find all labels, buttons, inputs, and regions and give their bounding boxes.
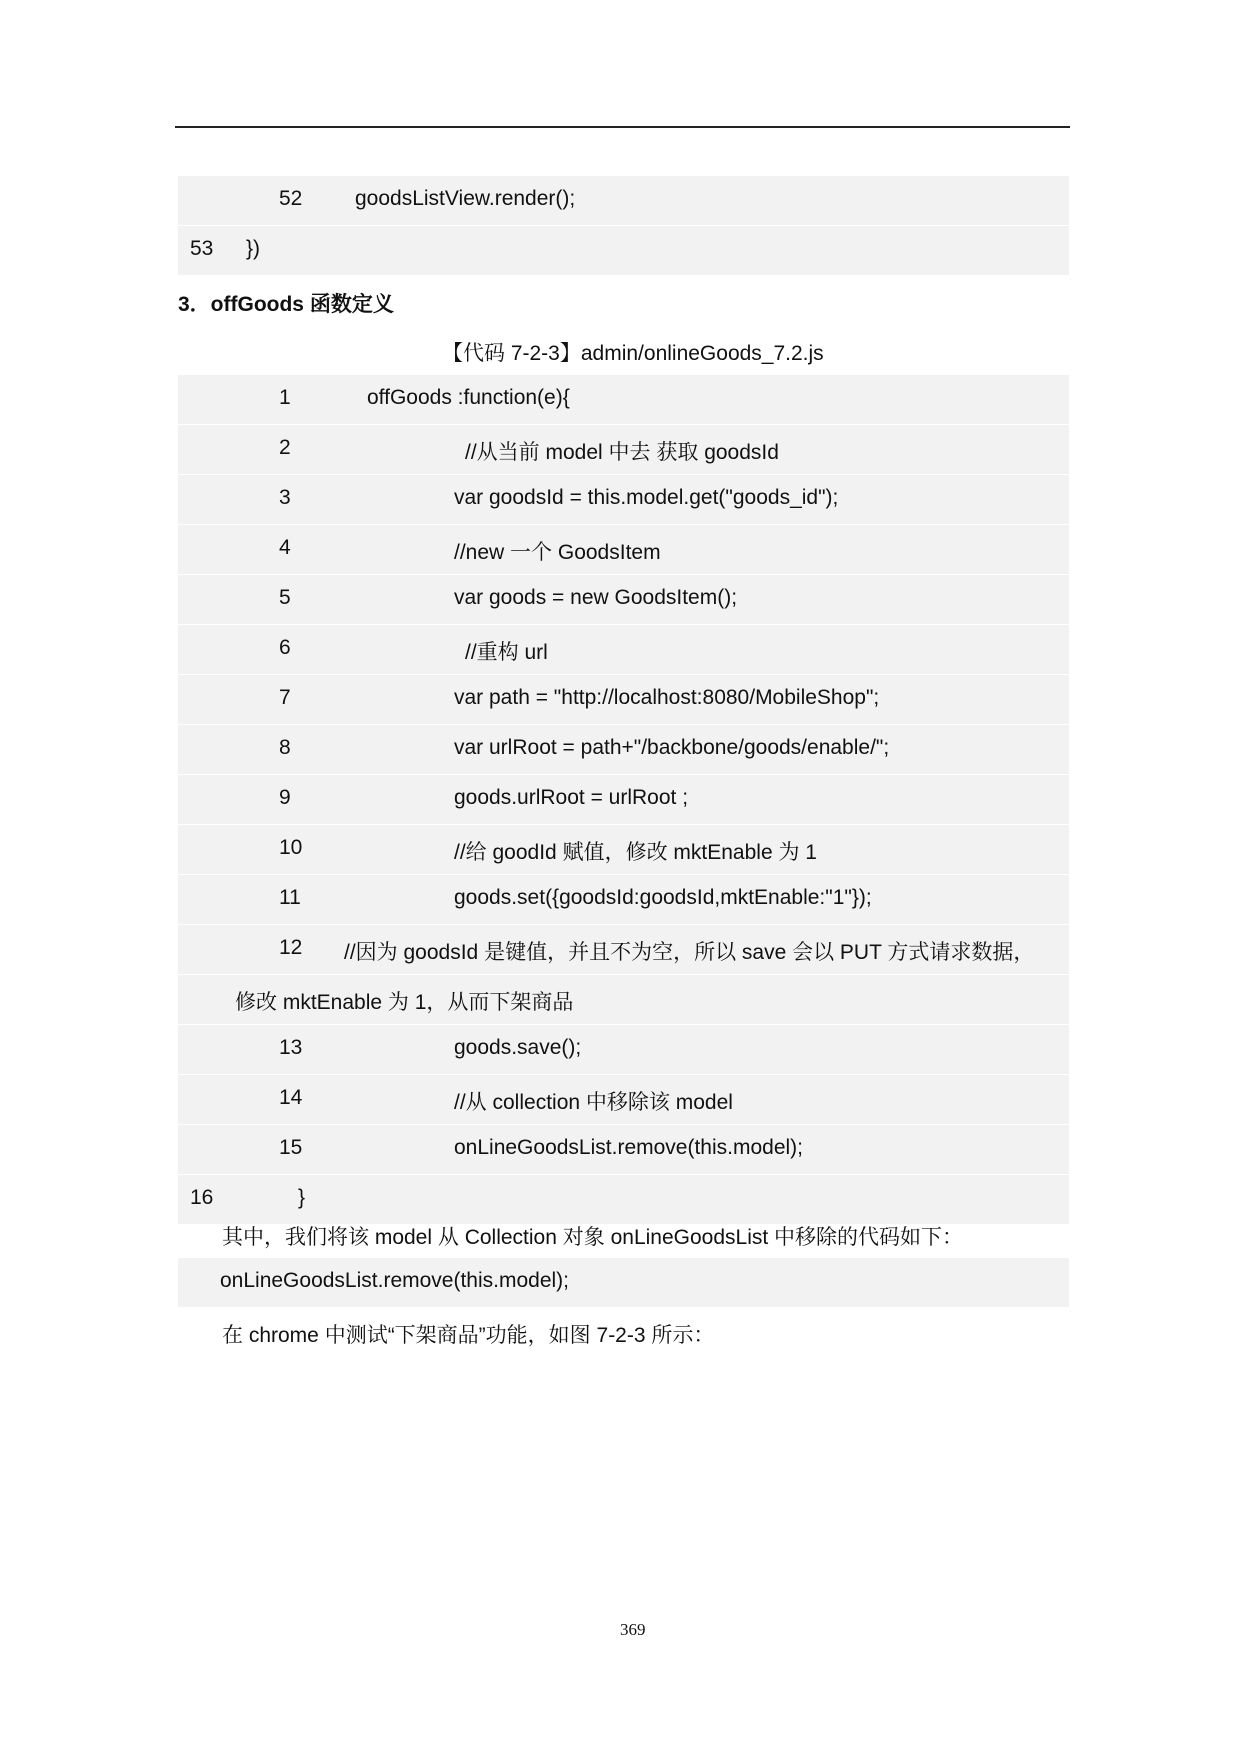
code-text: //给 goodId 赋值，修改 mktEnable 为 1: [454, 841, 817, 864]
code-line: [178, 475, 1069, 525]
code-line: [178, 375, 1069, 425]
line-number: 15: [279, 1136, 303, 1159]
code-text: //重构 url: [465, 641, 548, 664]
code-line: [178, 1175, 1069, 1224]
code-text: onLineGoodsList.remove(this.model);: [454, 1136, 804, 1159]
code-text: //new 一个 GoodsItem: [454, 541, 661, 564]
code-text: }: [298, 1186, 306, 1209]
line-number: 8: [279, 736, 291, 759]
code-text: }): [246, 237, 261, 260]
code-line: [178, 1258, 1069, 1307]
code-text: //从 collection 中移除该 model: [454, 1091, 733, 1114]
code-text: var urlRoot = path+"/backbone/goods/enable/";: [454, 736, 890, 759]
code-line: [178, 1075, 1069, 1125]
line-number: 10: [279, 836, 303, 859]
line-number: 6: [279, 636, 291, 659]
code-block-continued: [178, 176, 1069, 275]
code-text: goods.set({goodsId:goodsId,mktEnable:"1"});: [454, 886, 872, 909]
line-number: 13: [279, 1036, 303, 1059]
code-line: [178, 425, 1069, 475]
header-rule: [175, 126, 1070, 128]
code-line: [178, 176, 1069, 226]
line-number: 11: [279, 886, 301, 909]
code-line: [178, 575, 1069, 625]
line-number: 7: [279, 686, 291, 709]
code-line: [178, 925, 1069, 975]
line-number: 5: [279, 586, 291, 609]
line-number: 3: [279, 486, 291, 509]
code-snippet: [178, 1258, 1069, 1307]
line-number: 9: [279, 786, 291, 809]
code-text: //从当前 model 中去 获取 goodsId: [465, 441, 779, 464]
line-number: 14: [279, 1086, 303, 1109]
line-number: 1: [279, 386, 291, 409]
code-text: 修改 mktEnable 为 1，从而下架商品: [235, 991, 574, 1014]
code-text: goodsListView.render();: [355, 187, 576, 210]
code-text: goods.save();: [454, 1036, 582, 1059]
line-number: 4: [279, 536, 291, 559]
code-line-wrapped: [178, 975, 1069, 1025]
code-text: var goodsId = this.model.get("goods_id");: [454, 486, 839, 509]
line-number: 2: [279, 436, 291, 459]
code-text: var path = "http://localhost:8080/MobileShop";: [454, 686, 880, 709]
code-text: //因为 goodsId 是键值，并且不为空，所以 save 会以 PUT 方式请求数据，: [344, 941, 1035, 964]
code-line: [178, 675, 1069, 725]
line-number: 16: [190, 1186, 214, 1209]
line-number: 12: [279, 936, 303, 959]
code-line: [178, 1025, 1069, 1075]
code-block: [178, 375, 1069, 1224]
code-line: [178, 1125, 1069, 1175]
page-number: 369: [620, 1620, 646, 1639]
code-text: goods.urlRoot = urlRoot ;: [454, 786, 689, 809]
line-number: 52: [279, 187, 303, 210]
code-line: [178, 625, 1069, 675]
code-line: [178, 725, 1069, 775]
code-line: [178, 775, 1069, 825]
body-paragraph: 其中，我们将该 model 从 Collection 对象 onLineGoodsList 中移除的代码如下：: [222, 1226, 964, 1249]
code-text: offGoods :function(e){: [367, 386, 570, 409]
line-number: 53: [190, 237, 214, 260]
code-line: [178, 226, 1069, 275]
code-line: [178, 825, 1069, 875]
code-line: [178, 525, 1069, 575]
code-text: var goods = new GoodsItem();: [454, 586, 738, 609]
code-caption: 【代码 7-2-3】admin/onlineGoods_7.2.js: [442, 342, 824, 365]
code-line: [178, 875, 1069, 925]
code-text: onLineGoodsList.remove(this.model);: [220, 1269, 570, 1292]
section-heading: 3．offGoods 函数定义: [178, 293, 394, 316]
body-paragraph: 在 chrome 中测试“下架商品”功能，如图 7-2-3 所示：: [222, 1324, 715, 1347]
